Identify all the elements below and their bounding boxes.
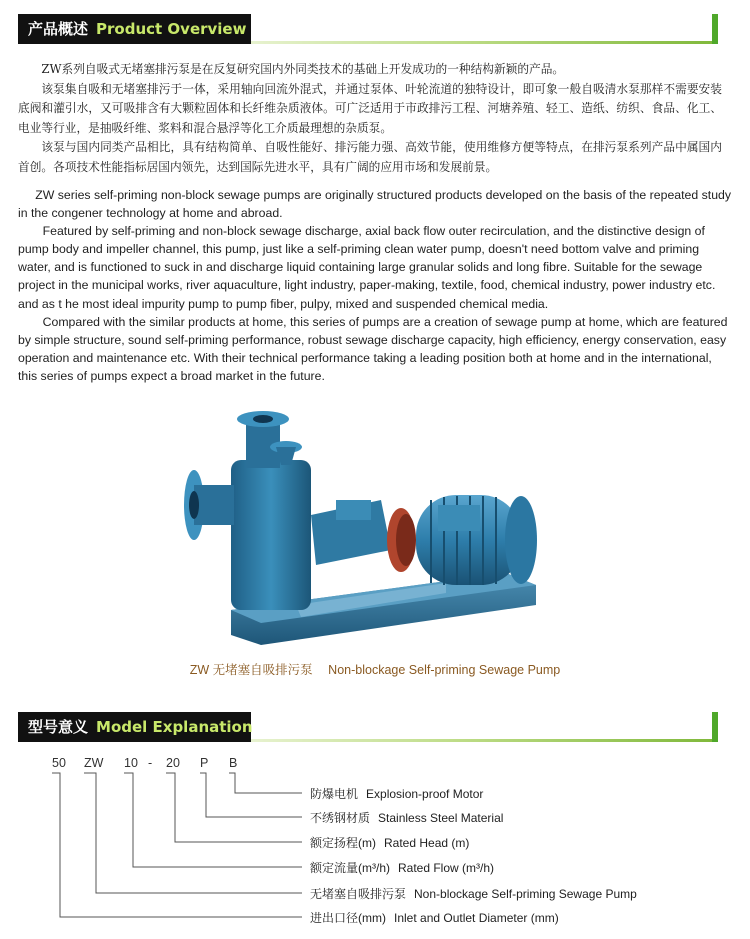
code-motor: B — [229, 756, 238, 770]
header-cap — [712, 712, 718, 742]
pump-casing — [184, 411, 311, 610]
model-title-en: Model Explanation — [96, 718, 253, 736]
pump-bearing — [311, 500, 391, 565]
code-diameter: 50 — [52, 756, 66, 770]
image-caption — [0, 660, 750, 678]
cn-paragraph: 该泵与国内同类产品相比，具有结构简单、自吸性能好、排污能力强、高效节能，使用维修方便等特点，在排污泵系列产品中属国内首创。各项技术性能指标居国内领先，达到国际先进水平，具有广阔的应用市场和发展前景。 — [18, 140, 722, 174]
model-header — [18, 712, 718, 742]
image-caption-en: Non-blockage Self-priming Sewage Pump — [328, 663, 561, 677]
en-paragraph: Featured by self-priming and non-block sewage discharge, axial back flow outer recirculation, and the distinctive design of pump body and impeller channel, this pump, just like a self-priming clean water pump, doesn't need bottom valve and priming water, and is functioned to suck in and discharge liquid containing large granular solids and long fibre. Suitable for the sewage project in the municipal works, river aquaculture, light industry, paper-making, textile, food, chemical industry, power industry etc. and as t he most ideal impurity pump to pump fiber, pulpy, mixed and suspended chemical media. — [18, 224, 716, 311]
en-paragraph: ZW series self-priming non-block sewage pumps are originally structured products developed on the basis of the repeated study in the congener technology at home and abroad. — [18, 188, 732, 221]
cn-description — [18, 60, 722, 178]
motor — [416, 495, 537, 585]
image-caption-cn: ZW 无堵塞自吸排污泵 — [189, 663, 313, 677]
model-diagram — [0, 745, 750, 935]
pump-image — [176, 405, 546, 645]
code-dash: - — [148, 756, 153, 770]
overview-title-en: Product Overview — [96, 20, 247, 38]
header-rule — [251, 41, 718, 44]
legend-item: 无堵塞自吸排污泵 Non-blockage Self-priming Sewage Pump — [310, 887, 637, 901]
code-series: ZW — [84, 756, 104, 770]
code-flow: 10 — [124, 756, 138, 770]
legend-item: 不绣钢材质 Stainless Steel Material — [310, 811, 504, 825]
legend-item: 额定扬程(m) Rated Head (m) — [310, 836, 470, 850]
overview-header — [18, 14, 718, 44]
model-title-cn: 型号意义 — [28, 718, 89, 736]
code-head: 20 — [166, 756, 180, 770]
en-paragraph: Compared with the similar products at home, this series of pumps are a creation of sewage pump at home, which are featured by simple structure, sound self-priming performance, robust sewage discharge capacity, high efficiency, energy conservation, easy operation and maintenance etc. With their technical performance taking a leading position both at home and in the international, this series of pumps expect a broad market in the future. — [18, 314, 728, 383]
overview-title — [18, 14, 251, 44]
legend-item: 防爆电机 Explosion-proof Motor — [310, 787, 484, 801]
cn-paragraph: ZW系列自吸式无堵塞排污泵是在反复研究国内外同类技术的基础上开发成功的一种结构新颖的产品。 — [41, 62, 565, 76]
coupling — [387, 508, 416, 572]
leader-lines — [52, 773, 302, 917]
header-cap — [712, 14, 718, 44]
code-material: P — [200, 756, 209, 770]
model-title — [18, 712, 251, 742]
en-description — [18, 186, 732, 385]
model-codes — [52, 756, 237, 770]
cn-paragraph: 该泵集自吸和无堵塞排污于一体，采用轴向回流外混式，并通过泵体、叶轮流道的独特设计，即可象一般自吸清水泵那样不需要安装底阀和灌引水，又可吸排含有大颗粒固体和长纤维杂质液体。可广泛适用于市政排污工程、河塘养殖、轻工、造纸、纺织、食品、化工、电业等行业，是抽吸纤维、浆料和混合悬浮等化工介质最理想的杂质泵。 — [18, 81, 722, 135]
overview-title-cn: 产品概述 — [28, 20, 89, 38]
model-legend — [310, 786, 637, 925]
legend-item: 进出口径(mm) Inlet and Outlet Diameter (mm) — [310, 911, 559, 925]
header-rule — [251, 739, 718, 742]
legend-item: 额定流量(m³/h) Rated Flow (m³/h) — [310, 861, 495, 875]
